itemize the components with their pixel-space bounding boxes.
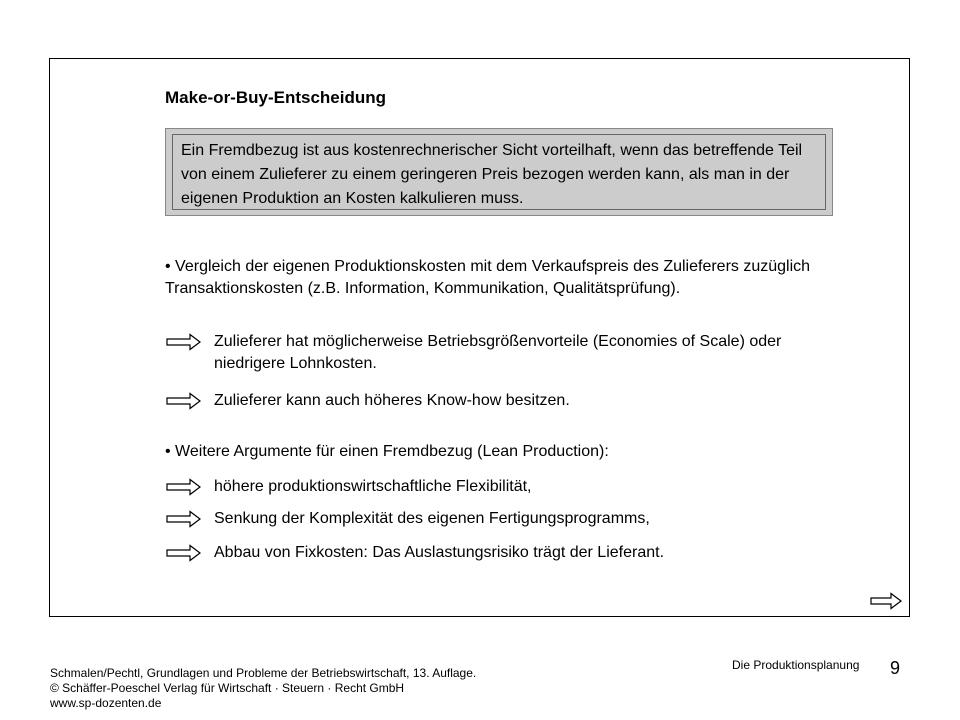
right-arrow-icon [166, 478, 202, 496]
arrow-point-text: höhere produktionswirtschaftliche Flexibilität, [214, 478, 532, 495]
right-arrow-icon [166, 544, 202, 562]
arrow-point-text: Zulieferer hat möglicherweise Betriebsgrößenvorteile (Economies of Scale) oder niedrigere Lohnkosten. [214, 333, 782, 372]
right-arrow-icon [166, 392, 202, 410]
arrow-point-text: Senkung der Komplexität des eigenen Fertigungsprogramms, [214, 510, 650, 527]
right-arrow-icon [166, 510, 202, 528]
citation-link: www.sp-dozenten.de [50, 696, 162, 710]
footer-section-title: Die Produktionsplanung [732, 658, 860, 672]
citation-line: © Schäffer-Poeschel Verlag für Wirtschaft · Steuern · Recht GmbH [50, 681, 405, 695]
citation-line: Schmalen/Pechtl, Grundlagen und Probleme der Betriebswirtschaft, 13. Auflage. [50, 666, 477, 680]
bullet-cost-comparison: • Vergleich der eigenen Produktionskosten mit dem Verkaufspreis des Zulieferers zuzüglich Transaktionskosten (z.B. Information, Kommunikation, Qualitätsprüfung). [165, 258, 811, 297]
footer-citation [50, 666, 476, 711]
definition-box [165, 128, 833, 216]
definition-text: Ein Fremdbezug ist aus kostenrechnerischer Sicht vorteilhaft, wenn das betreffende Teil von einem Zulieferer zu einem geringeren Preis bezogen werden kann, als man in der eigenen Produktion an Kosten kalkulieren muss. [172, 134, 826, 210]
right-arrow-icon [166, 333, 202, 351]
page-number: 9 [890, 658, 901, 678]
next-slide-arrow-icon[interactable] [870, 592, 902, 610]
arrow-point-text: Zulieferer kann auch höheres Know-how besitzen. [214, 392, 570, 409]
bullet-further-arguments: • Weitere Argumente für einen Fremdbezug (Lean Production): [165, 443, 609, 460]
slide-title: Make-or-Buy-Entscheidung [165, 88, 387, 107]
arrow-point-text: Abbau von Fixkosten: Das Auslastungsrisiko trägt der Lieferant. [214, 544, 665, 561]
